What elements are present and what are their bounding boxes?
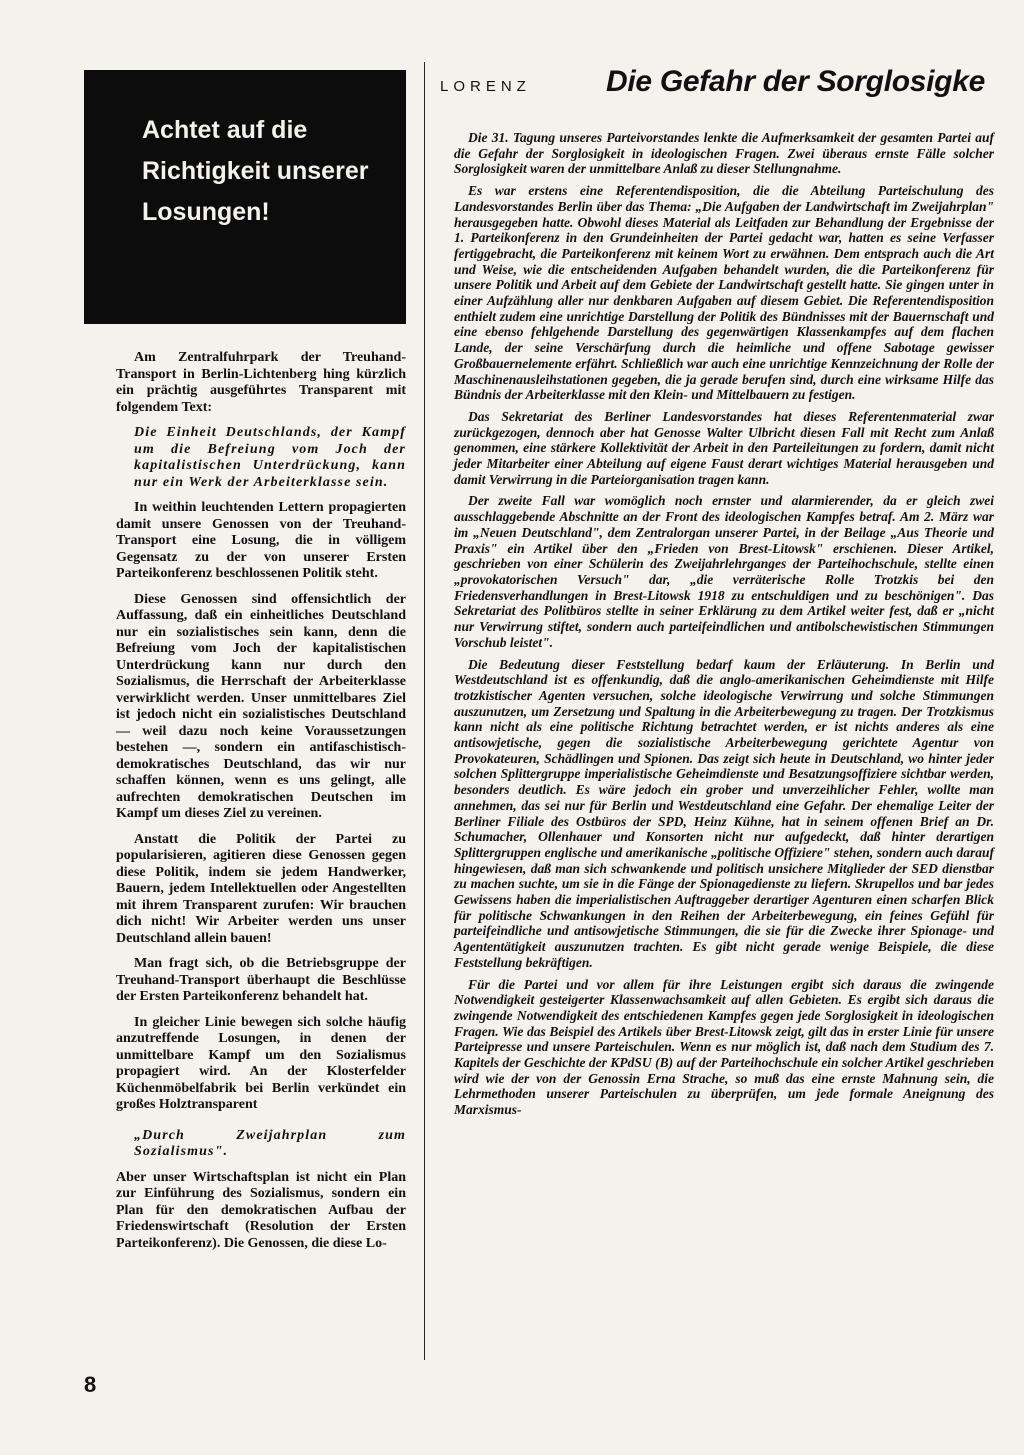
left-article-body	[116, 350, 406, 1252]
right-paragraph: Die 31. Tagung unseres Parteivorstandes lenkte die Aufmerksamkeit der gesamten Partei auf die Gefahr der Sorglosigkeit in ideologischen Fragen. Zwei überaus ernste Fälle solcher Sorglosigkeit waren der unmittelbare Anlaß zu dieser Stellungnahme.	[454, 130, 994, 177]
left-article-title: Achtet auf die Richtigkeit unserer Losungen!	[142, 116, 369, 226]
page-number: 8	[84, 1372, 97, 1397]
left-paragraph: Anstatt die Politik der Partei zu popularisieren, agitieren diese Genossen gegen diese Politik, indem sie jedem Handwerker, Bauern, jedem Intellektuellen oder Angestellten mit ihrem Transparent zurufen: Wir brauchen dich nicht! Wir Arbeiter werden uns unser Deutschland allein bauen!	[116, 831, 406, 946]
left-paragraph: Aber unser Wirtschaftsplan ist nicht ein Plan zur Einführung des Sozialismus, sondern ein Plan für den demokratischen Aufbau der Friedenswirtschaft (Resolution der Ersten Parteikonferenz). Die Genossen, die diese Lo-	[116, 1169, 406, 1251]
left-paragraph: In weithin leuchtenden Lettern propagierten damit unsere Genossen von der Treuhand-Transport eine Losung, die in völligem Gegensatz zu der von unserer Ersten Parteikonferenz beschlossenen Politik steht.	[116, 500, 406, 581]
right-paragraph: Das Sekretariat des Berliner Landesvorstandes hat dieses Referentenmaterial zwar zurückgezogen, dennoch aber hat Genosse Walter Ulbricht diesen Fall mit Recht zum Anlaß genommen, eine stärkere Kollektivität der Arbeit in den Parteileitungen zu fordern, damit nicht jeder Mitarbeiter einer Abteilung auf eigene Faust derart wichtiges Material herausgeben und damit Verwirrung in die Parteiorganisation tragen kann.	[454, 408, 994, 487]
left-article	[84, 70, 406, 1261]
right-paragraph: Es war erstens eine Referentendisposition, die die Abteilung Parteischulung des Landesvorstandes Berlin über das Thema: „Die Aufgaben der Landwirtschaft im Zweijahrplan" herausgegeben hatte. Obwohl dieses Material als Leitfaden zur Behandlung der Ergebnisse der 1. Parteikonferenz in den Grundeinheiten der Partei gedacht war, hatten es seine Verfasser fertiggebracht, die Parteikonferenz mit keinem Wort zu erwähnen. Dem entsprach auch die Art und Weise, wie die entscheidenden Aufgaben behandelt wurden, die die Parteikonferenz für unsere Politik und Arbeit auf dem Gebiete der Landwirtschaft gestellt hatte. Sie gingen unter in einer Aufzählung aller nur denkbaren Aufgaben auf diesem Gebiet. Die Referentendisposition enthielt zudem eine unrichtige Darstellung der Politik des Bündnisses mit der Bauernschaft und eine ebenso fehlgehende Darstellung des gegenwärtigen Klassenkampfes auf dem flachen Lande, der seine Verschärfung durch die heimliche und offene Sabotage gewisser Großbauernelemente erfährt. Schließlich war auch eine unrichtige Kennzeichnung der Rolle der Maschinenausleihstationen gegeben, die ja gerade berufen sind, durch eine wirksame Hilfe das Bündnis der Arbeiterklasse mit den Klein- und Mittelbauern zu festigen.	[454, 183, 994, 403]
left-paragraph: Man fragt sich, ob die Betriebsgruppe der Treuhand-Transport überhaupt die Beschlüsse der Ersten Parteikonferenz behandelt hat.	[116, 956, 406, 1004]
title-box	[84, 70, 406, 324]
column-divider	[424, 62, 425, 1360]
right-article	[440, 60, 1024, 1124]
left-quote: „Durch Zweijahrplan zum Sozialismus".	[134, 1127, 406, 1159]
left-quote: Die Einheit Deutschlands, der Kampf um die Befreiung vom Joch der kapitalistischen Unterdrückung, kann nur ein Werk der Arbeiterklasse sein.	[134, 425, 406, 490]
left-paragraph: Am Zentralfuhrpark der Treuhand-Transport in Berlin-Lichtenberg hing kürzlich ein prächtig ausgeführtes Transparent mit folgendem Text:	[116, 350, 406, 415]
right-article-body	[454, 130, 994, 1118]
right-article-header	[440, 60, 1024, 110]
right-paragraph: Für die Partei und vor allem für ihre Leistungen ergibt sich daraus die zwingende Notwendigkeit gesteigerter Klassenwachsamkeit auf allen Gebieten. Es ergibt sich daraus die zwingende Notwendigkeit des entschiedenen Kampfes gegen jede Sorglosigkeit in ideologischen Fragen. Wie das Beispiel des Artikels über Brest-Litowsk zeigt, gilt das in erster Linie für unsere Parteipresse und unsere Parteischulen. Wenn es nur möglich ist, daß nach dem Studium des 7. Kapitels der Geschichte der KPdSU (B) auf der Parteihochschule ein solcher Artikel geschrieben wird wie der von der Genossin Erna Strache, so muß das eine ernste Mahnung sein, die Lehrmethoden unserer Parteischulen zu überprüfen, um jede formale Aneignung des Marxismus-	[454, 976, 994, 1118]
right-paragraph: Der zweite Fall war womöglich noch ernster und alarmierender, da er gleich zwei ausschlaggebende Abschnitte an der Front des ideologischen Kampfes betraf. Am 2. März war im „Neuen Deutschland", dem Zentralorgan unserer Partei, in der Beilage „Aus Theorie und Praxis" ein Artikel über den „Frieden von Brest-Litowsk" erschienen. Dieser Artikel, geschrieben von einer Schülerin des Zweijahrlehrganges der Parteihochschule, stellte einen „provokatorischen Versuch" dar, „die verräterische Rolle Trotzkis bei den Friedensverhandlungen in Brest-Litowsk 1918 zu entschuldigen und zu beschönigen". Das Sekretariat des Politbüros stellte in seiner Erklärung zu dem Artikel weiter fest, daß er „nicht nur Verwirrung stiftet, sondern auch parteifeindlichen und antibolschewistischen Stimmungen Vorschub leistet".	[454, 493, 994, 650]
right-article-headline: Die Gefahr der Sorglosigke	[606, 65, 985, 98]
left-paragraph: In gleicher Linie bewegen sich solche häufig anzutreffende Losungen, in denen der unmittelbare Kampf um den Sozialismus propagiert wird. An der Klosterfelder Küchenmöbelfabrik bei Berlin verkündet ein großes Holztransparent	[116, 1014, 406, 1112]
right-paragraph: Die Bedeutung dieser Feststellung bedarf kaum der Erläuterung. In Berlin und Westdeutschland ist es offenkundig, daß die anglo-amerikanischen Geheimdienste mit Hilfe trotzkistischer Agenten versuchen, solche ideologische Verwirrung und solche Stimmungen auszunutzen, um Zersetzung und Spaltung in die Arbeiterbewegung zu tragen. Der Trotzkismus kann nicht als eine politische Richtung betrachtet werden, er ist nichts anderes als eine antisowjetische, gegen die sozialistische Arbeiterbewegung gerichtete Agentur von Provokateuren, Schädlingen und Spionen. Das zeigt sich heute in Deutschland, wo hinter jeder solchen Splittergruppe imperialistische Geheimdienste und Besatzungsoffiziere sichtbar werden, besonders deutlich. Es wäre jedoch ein grober und unverzeihlicher Fehler, wollte man annehmen, das sei nur für Berlin und Westdeutschland eine Gefahr. Der ehemalige Leiter der Berliner Filiale des Ostbüros der SPD, Heinz Kühne, hat in seinem offenen Brief an Dr. Schumacher, Ollenhauer und Konsorten nicht nur aufgedeckt, daß hinter derartigen Splittergruppen englische und amerikanische „politische Offiziere" stehen, sondern auch darauf hingewiesen, daß man sich schwankende und politisch unsichere Mitglieder der SED dienstbar zu machen suchte, um sie in die Fänge der Spionagedienste zu liefern. Skrupellos und bar jedes Gewissens haben die imperialistischen Auftraggeber derartiger Agenturen einen scharfen Blick für politische Schwankungen in den Reihen der Arbeiterbewegung, ein feines Gefühl für parteifeindliche und antisowjetische Stimmungen, die sie für die Zwecke ihrer Spionage- und Agententätigkeit auszunutzen trachten. Es gibt nicht gerade wenige Beispiele, die diese Feststellung bekräftigen.	[454, 656, 994, 970]
left-paragraph: Diese Genossen sind offensichtlich der Auffassung, daß ein einheitliches Deutschland nur ein sozialistisches sein kann, denn die Befreiung vom Joch der kapitalistischen Unterdrückung kann nur durch den Sozialismus, die Herrschaft der Arbeiterklasse verwirklicht werden. Unser unmittelbares Ziel ist jedoch nicht ein sozialistisches Deutschland — weil dazu noch keine Voraussetzungen bestehen —, sondern ein antifaschistisch-demokratisches Deutschland, das wir nur schaffen können, wenn es uns gelingt, alle aufrechten demokratischen Deutschen im Kampf um dieses Ziel zu vereinen.	[116, 591, 406, 821]
author-name: LORENZ	[440, 78, 531, 95]
